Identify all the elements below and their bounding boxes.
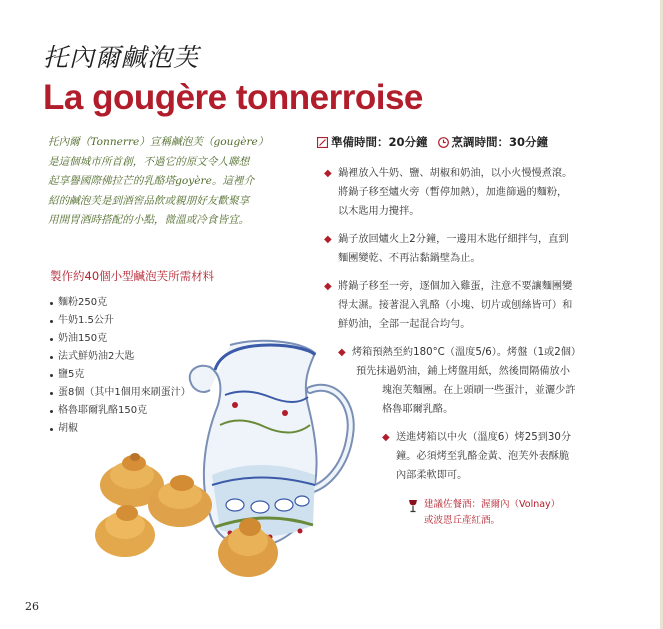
step-item: ◆ 鍋子放回爐火上2分鐘，一邊用木匙仔細拌勻，直到 麵團變乾、不再沾黏鍋壁為止。 bbox=[324, 230, 629, 268]
clock-icon bbox=[438, 137, 449, 148]
step-item: ◆ 送進烤箱以中火（溫度6）烤25到30分 鐘。必須烤至乳酪金黃、泡芙外表酥脆 內部柔軟即可。 bbox=[382, 428, 629, 485]
bullet-icon bbox=[50, 356, 53, 359]
intro-line: 紹的鹹泡芙是到酒窖品飲或親朋好友歡聚享 bbox=[48, 194, 250, 207]
ingredient-item: 鹽5克 bbox=[50, 366, 191, 384]
diamond-bullet-icon: ◆ bbox=[324, 281, 332, 292]
ingredient-item: 格魯耶爾乳酪150克 bbox=[50, 402, 191, 420]
recipe-title-chinese: 托內爾鹹泡芙 bbox=[43, 43, 200, 72]
ingredient-item: 奶油150克 bbox=[50, 330, 191, 348]
ingredient-item: 法式鮮奶油2大匙 bbox=[50, 348, 191, 366]
bullet-icon bbox=[50, 410, 53, 413]
ingredient-item: 胡椒 bbox=[50, 420, 191, 438]
step-item: ◆ 烤箱預熱至約180°C（溫度5/6）。烤盤（1或2個） 預先抹過奶油，鋪上烤盤用紙，然後間隔備放小 塊泡芙麵團。在上頭刷一些蛋汁，並灑少許 格魯耶爾乳酪。 bbox=[338, 343, 629, 419]
intro-paragraph bbox=[48, 133, 306, 231]
wine-glass-icon bbox=[408, 499, 418, 519]
cook-time: 烹調時間：30分鐘 bbox=[451, 135, 549, 149]
diamond-bullet-icon: ◆ bbox=[338, 347, 346, 358]
bullet-icon bbox=[50, 338, 53, 341]
wine-suggestion: 建議佐餐酒：渥爾內（Volnay） 或波恩丘產紅酒。 bbox=[408, 497, 560, 529]
pitcher-and-gougeres-illustration bbox=[70, 335, 370, 595]
intro-line: 用開胃酒時搭配的小點，微溫或冷食皆宜。 bbox=[48, 214, 250, 226]
diamond-bullet-icon: ◆ bbox=[324, 234, 332, 245]
bullet-icon bbox=[50, 320, 53, 323]
diamond-bullet-icon: ◆ bbox=[324, 168, 332, 179]
intro-line: 起享譽國際佛拉芒的乳酪塔goyère。這裡介 bbox=[48, 175, 255, 187]
bullet-icon bbox=[50, 302, 53, 305]
step-item: ◆ 將鍋子移至一旁，逐個加入雞蛋，注意不要讓麵團變 得太濕。接著混入乳酪（小塊、切片或刨絲皆可）和 鮮奶油，全部一起混合均勻。 bbox=[324, 277, 629, 334]
recipe-title-french: La gougère tonnerroise bbox=[43, 78, 423, 117]
ingredient-item: 牛奶1.5公升 bbox=[50, 312, 191, 330]
bullet-icon bbox=[50, 392, 53, 395]
ingredients-title: 製作約40個小型鹹泡芙所需材料 bbox=[50, 269, 215, 283]
bullet-icon bbox=[50, 374, 53, 377]
diamond-bullet-icon: ◆ bbox=[382, 432, 390, 443]
knife-board-icon bbox=[317, 137, 328, 148]
ingredient-item: 麵粉250克 bbox=[50, 294, 191, 312]
prep-time: 準備時間：20分鐘 bbox=[331, 135, 428, 149]
ingredient-item: 蛋8個（其中1個用來刷蛋汁） bbox=[50, 384, 191, 402]
page-number: 26 bbox=[25, 600, 39, 613]
intro-line: 托內爾（Tonnerre）宣稱鹹泡芙（gougère） bbox=[48, 136, 269, 148]
pitcher-illustration bbox=[190, 341, 351, 547]
intro-line: 是這個城市所首創，不過它的原文令人聯想 bbox=[48, 155, 250, 168]
bullet-icon bbox=[50, 428, 53, 431]
time-info bbox=[317, 134, 548, 150]
step-item: ◆ 鍋裡放入牛奶、鹽、胡椒和奶油，以小火慢慢煮滾。 將鍋子移至爐火旁（暫停加熱），加進篩過的麵粉， 以木匙用力攪拌。 bbox=[324, 164, 629, 221]
